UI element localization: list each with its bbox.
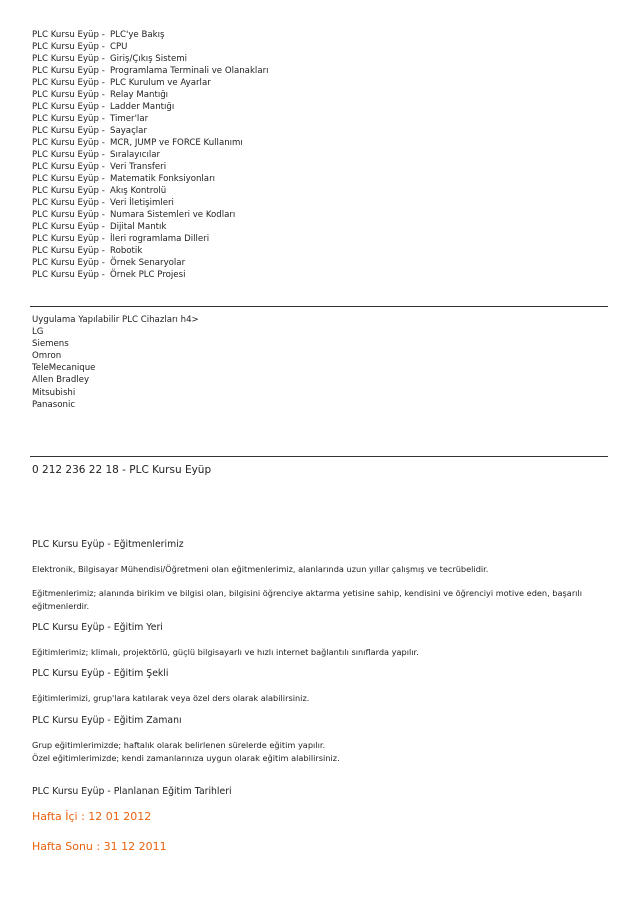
toc-prefix: PLC Kursu Eyüp - [32, 66, 105, 76]
toc-row [32, 125, 269, 137]
toc-topic-title: Numara Sistemleri ve Kodları [110, 210, 236, 220]
toc-topic-title: Veri İletişimleri [110, 198, 174, 208]
toc-row [32, 185, 269, 197]
toc-topic-title: Dijital Mantık [110, 222, 167, 232]
weekday-date: Hafta İçi : 12 01 2012 [32, 810, 152, 823]
toc-prefix: PLC Kursu Eyüp - [32, 102, 105, 112]
toc-prefix: PLC Kursu Eyüp - [32, 150, 105, 160]
toc-row [32, 269, 269, 281]
device-list [32, 326, 199, 411]
toc-prefix: PLC Kursu Eyüp - [32, 54, 105, 64]
toc-prefix: PLC Kursu Eyüp - [32, 162, 105, 172]
planned-dates-heading: PLC Kursu Eyüp - Planlanan Eğitim Tarihleri [32, 786, 232, 797]
toc-prefix: PLC Kursu Eyüp - [32, 138, 105, 148]
toc-row [32, 221, 269, 233]
toc-row [32, 209, 269, 221]
contact-phone-heading: 0 212 236 22 18 - PLC Kursu Eyüp [32, 464, 212, 476]
toc-topic-title: Matematik Fonksiyonları [110, 174, 215, 184]
device-item: Omron [32, 351, 62, 362]
toc-prefix: PLC Kursu Eyüp - [32, 198, 105, 208]
toc-row [32, 77, 269, 89]
instructors-paragraph-1: Elektronik, Bilgisayar Mühendisi/Öğretmeni olan eğitmenlerimiz, alanlarında uzun yıllar çalışmış ve tecrübelidir. [32, 564, 489, 574]
toc-prefix: PLC Kursu Eyüp - [32, 174, 105, 184]
toc-topic-title: Akış Kontrolü [110, 186, 167, 196]
toc-topic-title: Ladder Mantığı [110, 102, 175, 112]
toc-topic-title: MCR, JUMP ve FORCE Kullanımı [110, 138, 243, 148]
format-heading: PLC Kursu Eyüp - Eğitim Şekli [32, 668, 169, 679]
format-paragraph: Eğitimlerimizi, grup'lara katılarak veya özel ders olarak alabilirsiniz. [32, 693, 310, 703]
device-item: Panasonic [32, 399, 76, 410]
toc-row [32, 113, 269, 125]
location-heading: PLC Kursu Eyüp - Eğitim Yeri [32, 622, 163, 633]
toc-topic-title: CPU [110, 42, 128, 52]
toc-topic-title: İleri rogramlama Dilleri [110, 234, 210, 244]
device-item: Mitsubishi [32, 387, 76, 398]
devices-heading: Uygulama Yapılabilir PLC Cihazları h4> [32, 315, 199, 325]
weekend-date: Hafta Sonu : 31 12 2011 [32, 840, 167, 853]
schedule-line-group: Grup eğitimlerimizde; haftalık olarak belirlenen sürelerde eğitim yapılır. [32, 740, 326, 750]
device-item: Siemens [32, 339, 69, 350]
toc-topic-title: PLC'ye Bakış [110, 30, 165, 40]
toc-topic-title: Giriş/Çıkış Sistemi [110, 54, 188, 64]
toc-row [32, 65, 269, 77]
toc-prefix: PLC Kursu Eyüp - [32, 42, 105, 52]
toc-row [32, 197, 269, 209]
instructors-heading: PLC Kursu Eyüp - Eğitmenlerimiz [32, 539, 184, 550]
toc-prefix: PLC Kursu Eyüp - [32, 90, 105, 100]
toc-row [32, 89, 269, 101]
course-topic-list [32, 29, 269, 281]
toc-topic-title: Sıralayıcılar [110, 150, 161, 160]
divider-top [30, 306, 608, 307]
location-paragraph: Eğitimlerimiz; klimalı, projektörlü, güçlü bilgisayarlı ve hızlı internet bağlantılı sınıflarda yapılır. [32, 647, 419, 657]
toc-topic-title: Sayaçlar [110, 126, 147, 136]
instructors-paragraph-2: Eğitmenlerimiz; alanında birikim ve bilgisi olan, bilgisini öğrenciye aktarma yetisine sahip, kendisini ve öğrenciyi motive eden, başarılı eğitmenlerdir. [32, 588, 583, 611]
schedule-paragraph [32, 739, 602, 764]
toc-prefix: PLC Kursu Eyüp - [32, 258, 105, 268]
toc-prefix: PLC Kursu Eyüp - [32, 30, 105, 40]
toc-topic-title: PLC Kurulum ve Ayarlar [110, 78, 211, 88]
toc-topic-title: Örnek PLC Projesi [110, 270, 186, 280]
toc-prefix: PLC Kursu Eyüp - [32, 234, 105, 244]
divider-middle [30, 456, 608, 457]
toc-prefix: PLC Kursu Eyüp - [32, 114, 105, 124]
toc-row [32, 233, 269, 245]
device-item: Allen Bradley [32, 375, 90, 386]
plc-devices-section [32, 314, 199, 411]
schedule-line-private: Özel eğitimlerimizde; kendi zamanlarınıza uygun olarak eğitim alabilirsiniz. [32, 752, 340, 763]
toc-topic-title: Relay Mantığı [110, 90, 169, 100]
toc-row [32, 173, 269, 185]
toc-row [32, 161, 269, 173]
toc-topic-title: Veri Transferi [110, 162, 167, 172]
toc-row [32, 41, 269, 53]
toc-topic-title: Örnek Senaryolar [110, 258, 186, 268]
toc-topic-title: Programlama Terminali ve Olanakları [110, 66, 269, 76]
toc-prefix: PLC Kursu Eyüp - [32, 210, 105, 220]
device-item: LG [32, 327, 44, 338]
toc-row [32, 53, 269, 65]
toc-prefix: PLC Kursu Eyüp - [32, 246, 105, 256]
toc-topic-title: Robotik [110, 246, 143, 256]
toc-row [32, 149, 269, 161]
toc-prefix: PLC Kursu Eyüp - [32, 126, 105, 136]
toc-row [32, 29, 269, 41]
toc-row [32, 245, 269, 257]
toc-topic-title: Timer'lar [110, 114, 149, 124]
toc-row [32, 137, 269, 149]
device-item: TeleMecanique [32, 363, 96, 374]
toc-prefix: PLC Kursu Eyüp - [32, 222, 105, 232]
schedule-heading: PLC Kursu Eyüp - Eğitim Zamanı [32, 715, 182, 726]
toc-prefix: PLC Kursu Eyüp - [32, 270, 105, 280]
toc-prefix: PLC Kursu Eyüp - [32, 78, 105, 88]
toc-row [32, 257, 269, 269]
toc-prefix: PLC Kursu Eyüp - [32, 186, 105, 196]
toc-row [32, 101, 269, 113]
